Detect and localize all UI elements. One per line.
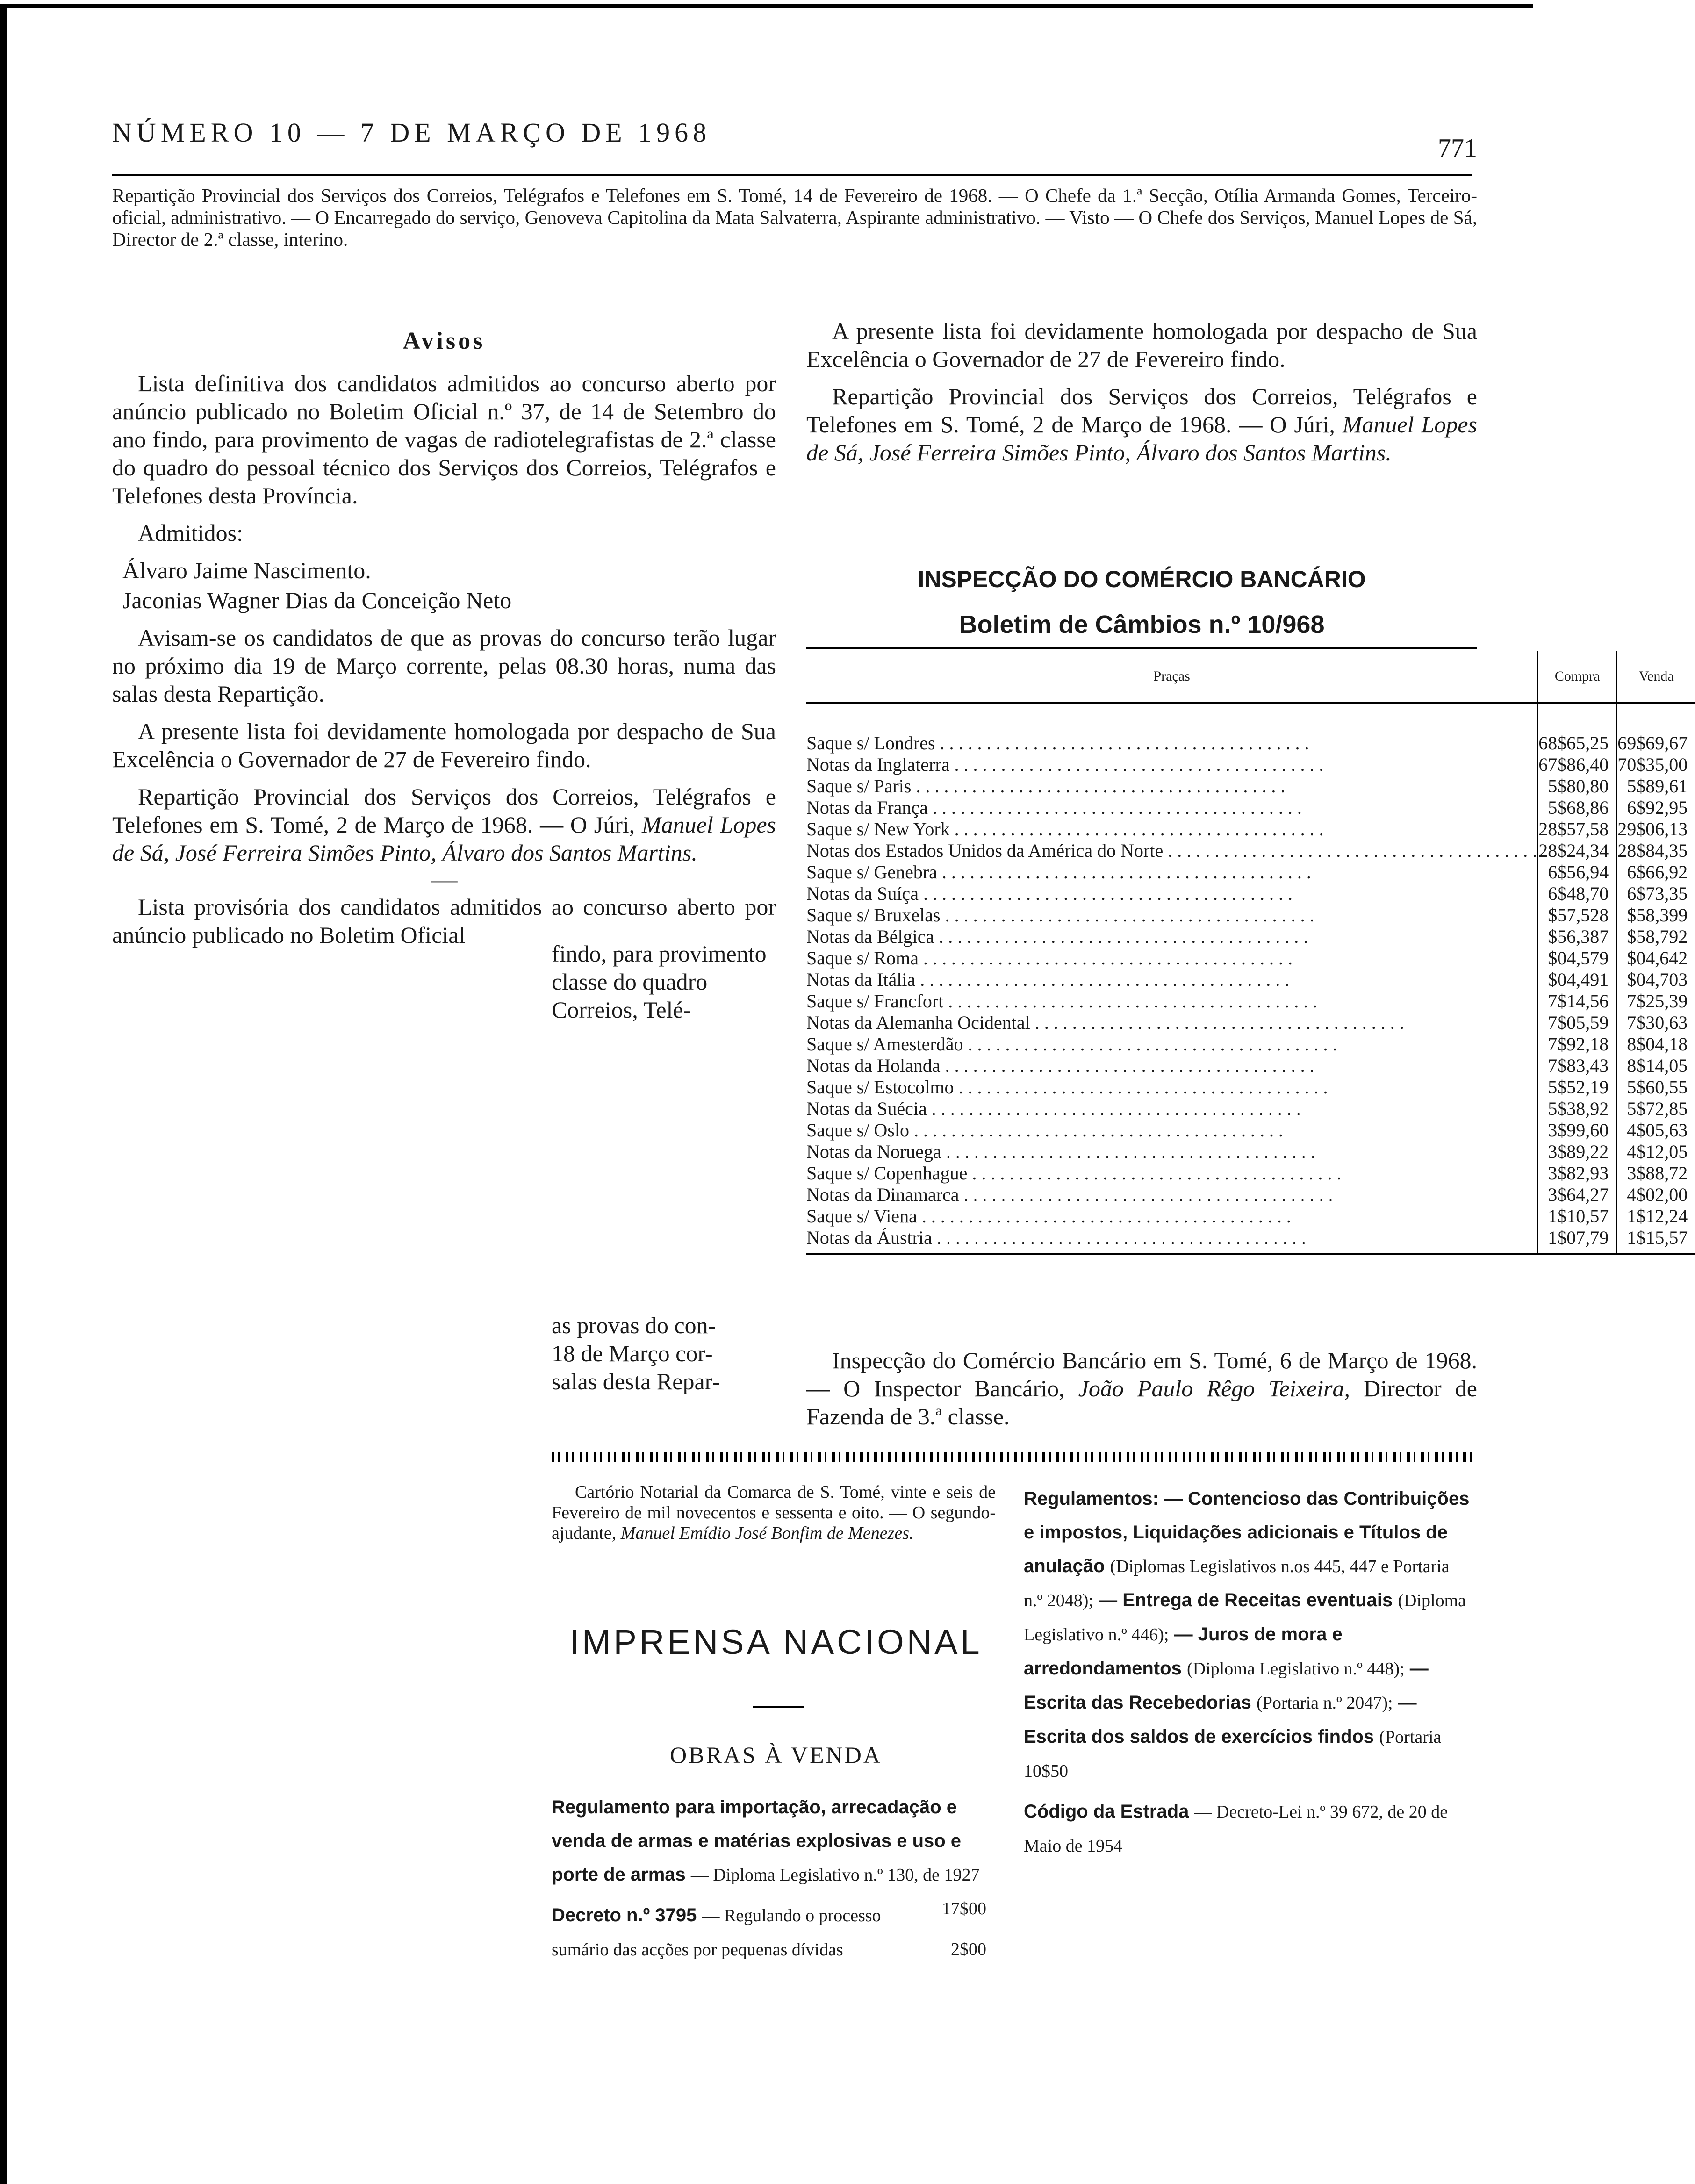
row-venda: 28$84,35 [1617, 840, 1695, 862]
exchange-rate-row [806, 1141, 1695, 1163]
row-praca: Saque s/ New York . . . . . . . . . . . . . . . . . . . . . . . . . . . . . . . . . . . . . . . . [806, 819, 1324, 840]
row-venda: 6$92,95 [1617, 797, 1695, 819]
exchange-rate-row [806, 1012, 1695, 1034]
row-praca: Notas da Dinamarca . . . . . . . . . . . . . . . . . . . . . . . . . . . . . . . . . . . . . . . . [806, 1184, 1333, 1205]
short-rule [753, 1706, 804, 1708]
publication-item [1024, 1795, 1472, 1863]
row-venda: 69$69,67 [1617, 703, 1695, 754]
exchange-rate-row [806, 840, 1695, 862]
right-homologada-paragraph: A presente lista foi devidamente homologada por despacho de Sua Excelência o Governador de 27 de Fevereiro findo. [806, 318, 1477, 372]
publication-title: — Escrita das Recebedorias [1024, 1658, 1429, 1713]
row-venda: $58,792 [1617, 926, 1695, 948]
row-venda: 8$04,18 [1617, 1034, 1695, 1055]
header-compra: Compra [1538, 651, 1617, 703]
lista-provisoria: Lista provisória dos candidatos admitidos ao concurso aberto por anúncio publicado no Boletim Oficial [112, 894, 776, 948]
publication-title: Código da Estrada [1024, 1801, 1189, 1822]
row-compra: 5$38,92 [1538, 1098, 1617, 1120]
publication-item [552, 1898, 986, 1967]
exchange-rate-row [806, 948, 1695, 969]
inspeccao-footer [806, 1346, 1477, 1430]
row-venda: $04,642 [1617, 948, 1695, 969]
publications-left [552, 1790, 986, 1973]
row-compra: 1$10,57 [1538, 1206, 1617, 1227]
exchange-rate-row [806, 926, 1695, 948]
row-compra: 6$56,94 [1538, 862, 1617, 883]
decorative-rule [552, 1452, 1477, 1462]
fragment-line: Correios, Telé- [552, 997, 691, 1023]
row-compra: 7$05,59 [1538, 1012, 1617, 1034]
exchange-rate-row [806, 905, 1695, 926]
row-praca: Saque s/ Londres . . . . . . . . . . . . . . . . . . . . . . . . . . . . . . . . . . . . . . . . [806, 733, 1309, 754]
row-compra: 5$52,19 [1538, 1077, 1617, 1098]
exchange-rate-row [806, 1206, 1695, 1227]
exchange-rate-row [806, 1163, 1695, 1184]
exchange-rates-body [806, 703, 1695, 1254]
boletim-cambios-title: Boletim de Câmbios n.º 10/968 [959, 611, 1325, 639]
reparticao-paragraph [112, 783, 776, 867]
publication-title: Regulamentos: — Contencioso das Contribuições e impostos, Liquidações adicionais e Títulos de anulação [1024, 1488, 1470, 1576]
row-praca: Saque s/ Paris . . . . . . . . . . . . . . . . . . . . . . . . . . . . . . . . . . . . . . . . [806, 776, 1286, 797]
exchange-rate-row [806, 819, 1695, 840]
publication-title: — Escrita dos saldos de exercícios findos [1024, 1692, 1417, 1747]
exchange-rate-row [806, 1098, 1695, 1120]
row-venda: $04,703 [1617, 969, 1695, 991]
row-praca: Saque s/ Francfort . . . . . . . . . . . . . . . . . . . . . . . . . . . . . . . . . . . . . . . . [806, 991, 1318, 1012]
imprensa-title: IMPRENSA NACIONAL [569, 1623, 983, 1661]
row-praca: Saque s/ Estocolmo . . . . . . . . . . . . . . . . . . . . . . . . . . . . . . . . . . . . . . . . [806, 1077, 1328, 1098]
row-praca: Notas da Inglaterra . . . . . . . . . . . . . . . . . . . . . . . . . . . . . . . . . . . . . . . . [806, 754, 1324, 775]
row-praca: Saque s/ Copenhague . . . . . . . . . . . . . . . . . . . . . . . . . . . . . . . . . . . . . . . . [806, 1163, 1342, 1184]
exchange-rate-row [806, 703, 1695, 754]
header-pracas: Praças [806, 651, 1538, 703]
separator-ornament: ⸺ [430, 871, 459, 890]
row-praca: Saque s/ Bruxelas . . . . . . . . . . . . . . . . . . . . . . . . . . . . . . . . . . . . . . . . [806, 905, 1314, 926]
exchange-rate-row [806, 991, 1695, 1012]
admitidos-label: Admitidos: [138, 520, 244, 546]
row-praca: Notas da Bélgica . . . . . . . . . . . . . . . . . . . . . . . . . . . . . . . . . . . . . . . . [806, 926, 1308, 947]
row-compra: 28$57,58 [1538, 819, 1617, 840]
page-border-top [0, 4, 1533, 8]
header-rule [112, 174, 1472, 176]
row-venda: 5$60,55 [1617, 1077, 1695, 1098]
publication-price: 2$00 [951, 1940, 986, 1959]
row-compra: 3$64,27 [1538, 1184, 1617, 1206]
row-compra: 3$99,60 [1538, 1120, 1617, 1141]
publication-title: Decreto n.º 3795 [552, 1905, 697, 1925]
exchange-rate-row [806, 862, 1695, 883]
fragment-line: findo, para provimento [552, 941, 767, 967]
row-praca: Saque s/ Amesterdão . . . . . . . . . . . . . . . . . . . . . . . . . . . . . . . . . . . . . . . . [806, 1034, 1337, 1055]
fragment-line: salas desta Repar- [552, 1368, 720, 1394]
row-venda: 4$12,05 [1617, 1141, 1695, 1163]
exchange-rate-row [806, 883, 1695, 905]
page-number: 771 [1438, 134, 1477, 163]
row-praca: Notas da Noruega . . . . . . . . . . . . . . . . . . . . . . . . . . . . . . . . . . . . . . . . [806, 1141, 1315, 1162]
publication-title: — Juros de mora e arredondamentos [1024, 1624, 1343, 1679]
row-praca: Notas da Suécia . . . . . . . . . . . . . . . . . . . . . . . . . . . . . . . . . . . . . . . . [806, 1098, 1301, 1119]
row-praca: Saque s/ Roma . . . . . . . . . . . . . . . . . . . . . . . . . . . . . . . . . . . . . . . . [806, 948, 1293, 969]
row-compra: 68$65,25 [1538, 703, 1617, 754]
row-venda: 5$72,85 [1617, 1098, 1695, 1120]
row-compra: 5$80,80 [1538, 776, 1617, 797]
row-venda: $58,399 [1617, 905, 1695, 926]
admitido-item: Jaconias Wagner Dias da Conceição Neto [122, 587, 512, 613]
obras-title: OBRAS À VENDA [670, 1742, 882, 1768]
fragment-line: 18 de Março cor- [552, 1340, 713, 1366]
left-column [112, 327, 776, 1394]
row-venda: 1$15,57 [1617, 1227, 1695, 1254]
publication-title: — Entrega de Receitas eventuais [1099, 1590, 1393, 1610]
publications-right [1024, 1482, 1472, 1869]
publication-title: Regulamento para importação, arrecadação e venda de armas e matérias explosivas e uso e porte de armas [552, 1797, 962, 1885]
right-reparticao-paragraph [806, 382, 1477, 467]
row-praca: Saque s/ Genebra . . . . . . . . . . . . . . . . . . . . . . . . . . . . . . . . . . . . . . . . [806, 862, 1311, 883]
homologada-paragraph: A presente lista foi devidamente homologada por despacho de Sua Excelência o Governador de 27 de Fevereiro findo. [112, 718, 776, 772]
row-compra: 1$07,79 [1538, 1227, 1617, 1254]
right-reparticao-text: Repartição Provincial dos Serviços dos Correios, Telégrafos e Telefones em S. Tomé, 2 de Março de 1968. — O Júri, [806, 383, 1477, 438]
row-venda: 7$30,63 [1617, 1012, 1695, 1034]
avisos-title: Avisos [402, 328, 486, 354]
row-venda: 6$73,35 [1617, 883, 1695, 905]
row-venda: 4$02,00 [1617, 1184, 1695, 1206]
row-compra: 7$92,18 [1538, 1034, 1617, 1055]
publication-detail: (Diploma Legislativo n.º 446); [1024, 1591, 1466, 1645]
exchange-rate-row [806, 1184, 1695, 1206]
publication-detail: — Diploma Legislativo n.º 130, de 1927 [690, 1865, 980, 1885]
publication-detail: (Portaria [1379, 1727, 1442, 1747]
fragment-line: as provas do con- [552, 1312, 716, 1338]
row-praca: Notas da França . . . . . . . . . . . . . . . . . . . . . . . . . . . . . . . . . . . . . . . . [806, 797, 1302, 818]
intro-paragraph: Repartição Provincial dos Serviços dos Correios, Telégrafos e Telefones em S. Tomé, 14 de Fevereiro de 1968. — O Chefe da 1.ª Secção, Otília Armanda Gomes, Terceiro-oficial, administrativo. — O Encarregado do serviço, Genoveva Capitolina da Mata Salvaterra, Aspirante administrativo. — Visto — O Chefe dos Serviços, Manuel Lopes de Sá, Director de 2.ª classe, interino. [112, 185, 1477, 250]
publication-price: 17$00 [942, 1899, 986, 1918]
row-praca: Saque s/ Oslo . . . . . . . . . . . . . . . . . . . . . . . . . . . . . . . . . . . . . . . . [806, 1120, 1283, 1141]
exchange-rate-row [806, 1077, 1695, 1098]
row-praca: Saque s/ Viena . . . . . . . . . . . . . . . . . . . . . . . . . . . . . . . . . . . . . . . . [806, 1206, 1291, 1227]
row-compra: 3$82,93 [1538, 1163, 1617, 1184]
right-column [806, 317, 1477, 476]
row-praca: Notas da Holanda . . . . . . . . . . . . . . . . . . . . . . . . . . . . . . . . . . . . . . . . [806, 1055, 1314, 1076]
inspeccao-footer-text: Inspecção do Comércio Bancário em S. Tomé, 6 de Março de 1968. — O Inspector Bancário, [806, 1347, 1477, 1401]
publication-detail: — Decreto-Lei n.º 39 672, de 20 de Maio de 1954 [1024, 1802, 1448, 1856]
right-juri-signatures: Manuel Lopes de Sá, José Ferreira Simões Pinto, Álvaro dos Santos Martins. [806, 411, 1477, 466]
header-venda: Venda [1617, 651, 1695, 703]
row-venda: 1$12,24 [1617, 1206, 1695, 1227]
publication-detail: — Regulando o processo sumário das acções por pequenas dívidas [552, 1906, 881, 1960]
fragment-line: classe do quadro [552, 969, 708, 995]
row-venda: 5$89,61 [1617, 776, 1695, 797]
exchange-rate-row [806, 754, 1695, 776]
cartorio-signature: Manuel Emídio José Bonfim de Menezes. [620, 1523, 914, 1543]
exchange-rate-row [806, 797, 1695, 819]
exchange-rate-row [806, 1034, 1695, 1055]
table-header-row [806, 651, 1695, 703]
exchange-rate-row [806, 1227, 1695, 1254]
publication-detail: (Portaria n.º 2047); [1257, 1693, 1393, 1713]
lista-definitiva: Lista definitiva dos candidatos admitidos ao concurso aberto por anúncio publicado no Boletim Oficial n.º 37, de 14 de Setembro do ano findo, para provimento de vagas de radiotelegrafistas de 2.ª classe do quadro do pessoal técnico dos Serviços dos Correios, Telégrafos e Telefones desta Província. [112, 370, 776, 509]
admitido-item: Álvaro Jaime Nascimento. [122, 557, 371, 583]
issue-header: NÚMERO 10 — 7 DE MARÇO DE 1968 [112, 117, 711, 148]
avisam-paragraph: Avisam-se os candidatos de que as provas do concurso terão lugar no próximo dia 19 de Março corrente, pelas 08.30 horas, numa das salas desta Repartição. [112, 625, 776, 707]
row-compra: 7$14,56 [1538, 991, 1617, 1012]
row-venda: 6$66,92 [1617, 862, 1695, 883]
row-venda: 3$88,72 [1617, 1163, 1695, 1184]
juri-signatures: Manuel Lopes de Sá, José Ferreira Simões Pinto, Álvaro dos Santos Martins. [112, 812, 776, 866]
row-praca: Notas da Áustria . . . . . . . . . . . . . . . . . . . . . . . . . . . . . . . . . . . . . . . . [806, 1227, 1538, 1254]
publication-detail: (Diplomas Legislativos n.os 445, 447 e Portaria n.º 2048); [1024, 1557, 1450, 1610]
row-compra: 7$83,43 [1538, 1055, 1617, 1077]
row-praca: Notas dos Estados Unidos da América do Norte . . . . . . . . . . . . . . . . . . . . . . . . . . . . . . . . . . . . . . . . [806, 840, 1537, 861]
publication-detail: (Diploma Legislativo n.º 448); [1186, 1659, 1405, 1679]
page-border-left [0, 4, 7, 2184]
row-venda: 4$05,63 [1617, 1120, 1695, 1141]
row-compra: 67$86,40 [1538, 754, 1617, 776]
admitidos-list [112, 556, 776, 614]
row-praca: Notas da Suíça . . . . . . . . . . . . . . . . . . . . . . . . . . . . . . . . . . . . . . . . [806, 883, 1293, 904]
row-compra: $57,528 [1538, 905, 1617, 926]
inspector-name: João Paulo Rêgo Teixeira, [1078, 1375, 1350, 1401]
row-venda: 70$35,00 [1617, 754, 1695, 776]
row-praca: Notas da Alemanha Ocidental . . . . . . . . . . . . . . . . . . . . . . . . . . . . . . . . . . . . . . . . [806, 1012, 1404, 1033]
publication-item [1024, 1482, 1472, 1788]
row-praca: Notas da Itália . . . . . . . . . . . . . . . . . . . . . . . . . . . . . . . . . . . . . . . . [806, 969, 1290, 990]
row-compra: $04,491 [1538, 969, 1617, 991]
exchange-rate-row [806, 969, 1695, 991]
row-compra: 5$68,86 [1538, 797, 1617, 819]
row-venda: 8$14,05 [1617, 1055, 1695, 1077]
exchange-rate-row [806, 1120, 1695, 1141]
inspeccao-title: INSPECÇÃO DO COMÉRCIO BANCÁRIO [918, 566, 1366, 592]
table-top-rule [806, 647, 1477, 649]
exchange-rate-row [806, 1055, 1695, 1077]
inspector-role: Director de Fazenda de 3.ª classe. [806, 1375, 1477, 1430]
row-compra: $04,579 [1538, 948, 1617, 969]
cartorio-text: Cartório Notarial da Comarca de S. Tomé, vinte e seis de Fevereiro de mil novecentos e sessenta e oito. — O segundo-ajudante, [552, 1482, 996, 1543]
row-compra: 28$24,34 [1538, 840, 1617, 862]
exchange-rate-row [806, 776, 1695, 797]
row-compra: 6$48,70 [1538, 883, 1617, 905]
cartorio-notice [552, 1482, 996, 1544]
reparticao-text: Repartição Provincial dos Serviços dos Correios, Telégrafos e Telefones em S. Tomé, 2 de Março de 1968. — O Júri, [112, 783, 776, 838]
publication-price: 10$50 [1024, 1761, 1068, 1781]
row-compra: 3$89,22 [1538, 1141, 1617, 1163]
row-compra: $56,387 [1538, 926, 1617, 948]
exchange-rates-table [806, 651, 1695, 1255]
row-venda: 29$06,13 [1617, 819, 1695, 840]
row-venda: 7$25,39 [1617, 991, 1695, 1012]
